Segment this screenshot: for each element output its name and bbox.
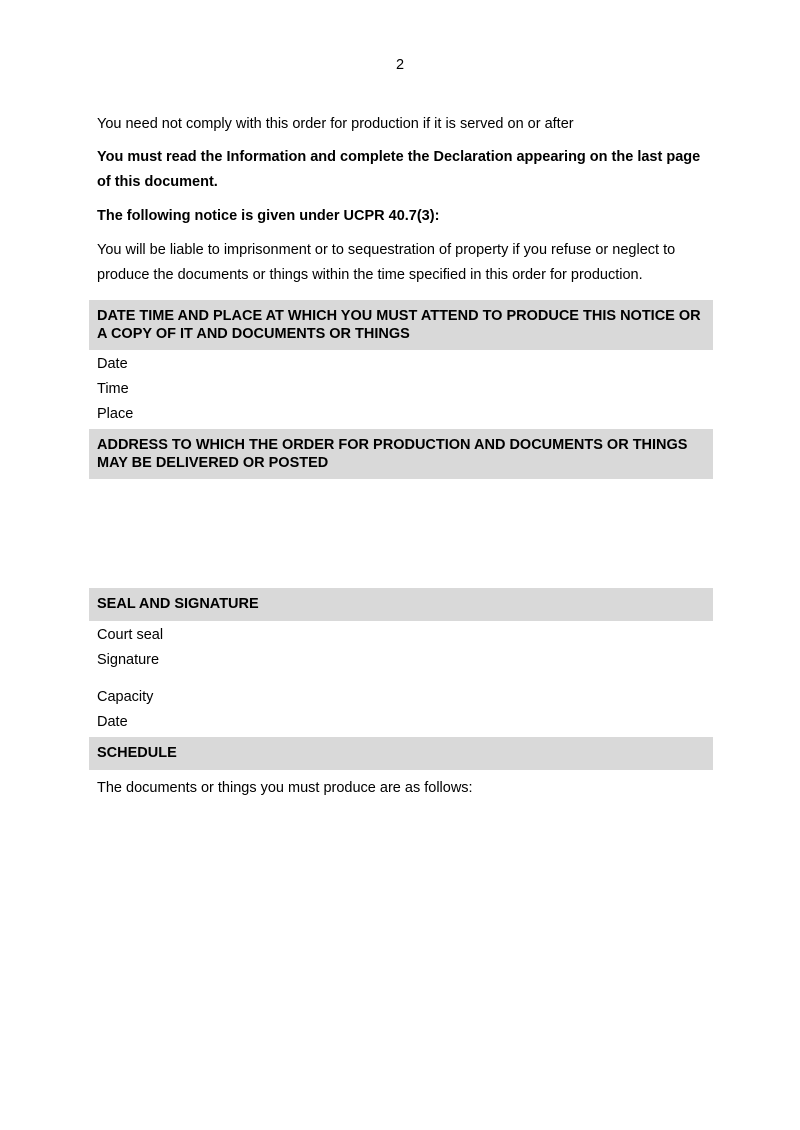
address-blank-area <box>89 480 713 586</box>
address-section-heading: ADDRESS TO WHICH THE ORDER FOR PRODUCTION AND DOCUMENTS OR THINGS MAY BE DELIVERED OR POSTED <box>89 429 713 479</box>
service-date-line: You need not comply with this order for production if it is served on or after <box>97 116 574 132</box>
notice-heading: The following notice is given under UCPR 40.7(3): <box>97 208 440 224</box>
attendance-time-label: Time <box>97 381 129 397</box>
schedule-intro-text: The documents or things you must produce are as follows: <box>97 780 473 796</box>
read-declaration-instruction: You must read the Information and complete the Declaration appearing on the last page of this document. <box>97 149 701 190</box>
court-seal-label: Court seal <box>97 627 164 643</box>
attendance-section-heading: DATE TIME AND PLACE AT WHICH YOU MUST ATTEND TO PRODUCE THIS NOTICE OR A COPY OF IT AND DOCUMENTS OR THINGS <box>89 300 713 350</box>
seal-date-label: Date <box>97 714 128 730</box>
attendance-date-label: Date <box>97 356 128 372</box>
seal-section-heading: SEAL AND SIGNATURE <box>89 588 713 621</box>
capacity-label: Capacity <box>97 689 154 705</box>
signature-label: Signature <box>97 652 160 668</box>
schedule-section-heading: SCHEDULE <box>89 737 713 770</box>
notice-text: You will be liable to imprisonment or to sequestration of property if you refuse or neglect to produce the documents or things within the time specified in this order for production. <box>97 242 676 283</box>
attendance-place-label: Place <box>97 406 134 422</box>
page-number: 2 <box>395 57 405 73</box>
